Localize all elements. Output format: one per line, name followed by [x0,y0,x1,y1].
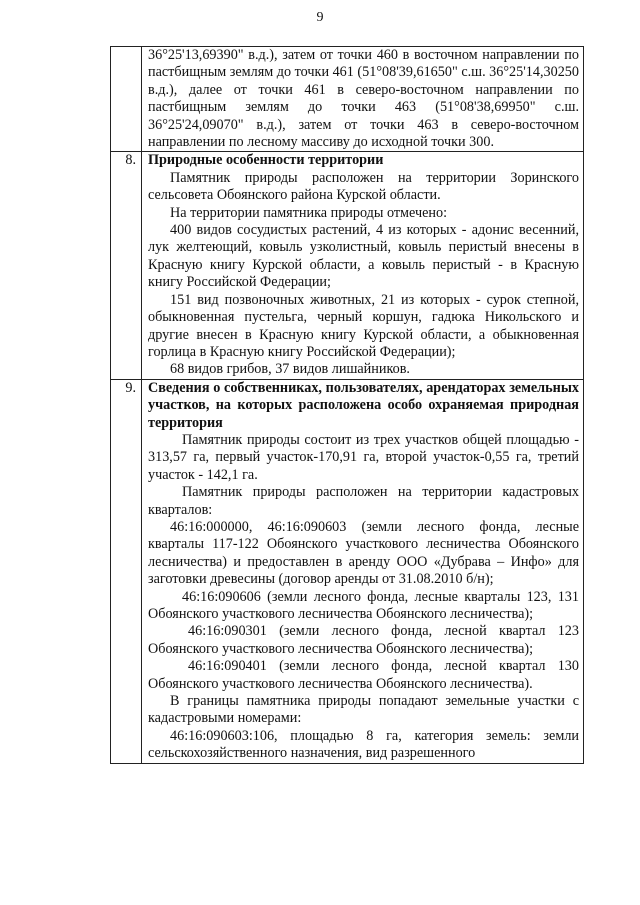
paragraph: 68 видов грибов, 37 видов лишайников. [170,361,410,378]
table-row [111,379,584,763]
row-number: 8. [111,152,142,379]
row-content [142,47,584,152]
paragraph: 400 видов сосудистых растений, 4 из которых - адонис весенний, лук желтеющий, ковыль узколистный, ковыль перистый внесены в Красную книгу Курской области, а ковыль перистый - в Красную книгу Российской Федерации; [148,222,579,291]
page-number: 9 [316,10,324,25]
paragraph: В границы памятника природы попадают земельные участки с кадастровыми номерами: [148,693,579,727]
table-row [111,47,584,152]
paragraph: 46:16:090401 (земли лесного фонда, лесной квартал 130 Обоянского участкового лесничества Обоянского лесничества). [148,658,579,692]
table-row [111,152,584,379]
paragraph: На территории памятника природы отмечено: [170,204,448,221]
row-content [142,379,584,763]
paragraph: 36°25'13,69390" в.д.), затем от точки 460 в восточном направлении по пастбищным землям до точки 461 (51°08'39,61650" с.ш. 36°25'14,30250 в.д.), далее от точки 461 в северо-восточном направлении по пастбищным землям до точки 463 (51°08'38,69950" с.ш. 36°25'24,09070" в.д.), затем от точки 463 в северо-восточном направлении по лесному массиву до исходной точки 300. [148,47,579,151]
section-heading: Сведения о собственниках, пользователях, арендаторах земельных участков, на которых расположена особо охраняемая природная территория [148,379,579,431]
paragraph: Памятник природы расположен на территории Зоринского сельсовета Обоянского района Курской области. [148,169,579,204]
section-heading: Природные особенности территории [148,152,384,169]
row-number [111,47,142,152]
paragraph: 151 вид позвоночных животных, 21 из которых - сурок степной, обыкновенная пустельга, черный коршун, гадюка Никольского и другие внесен в Красную книгу Курской области, а обыкновенная горлица в Красную книгу Российской Федерации); [148,291,579,360]
document-table [110,46,584,764]
row-number: 9. [111,379,142,763]
paragraph: Памятник природы расположен на территории кадастровых кварталов: [148,484,579,518]
paragraph: 46:16:090301 (земли лесного фонда, лесной квартал 123 Обоянского участкового лесничества Обоянского лесничества); [148,623,579,657]
paragraph: Памятник природы состоит из трех участков общей площадью - 313,57 га, первый участок-170,91 га, второй участок-0,55 га, третий участок - 142,1 га. [148,431,579,483]
paragraph: 46:16:090603:106, площадью 8 га, категория земель: земли сельскохозяйственного назначения, вид разрешенного [148,727,579,762]
row-content [142,152,584,379]
paragraph: 46:16:000000, 46:16:090603 (земли лесного фонда, лесные кварталы 117-122 Обоянского участкового лесничества Обоянского лесничества) и предоставлен в аренду ООО «Дубрава – Инфо» для заготовки древесины (договор аренды от 31.08.2010 б/н); [148,518,579,588]
paragraph: 46:16:090606 (земли лесного фонда, лесные кварталы 123, 131 Обоянского участкового лесничества Обоянского лесничества); [148,588,579,622]
